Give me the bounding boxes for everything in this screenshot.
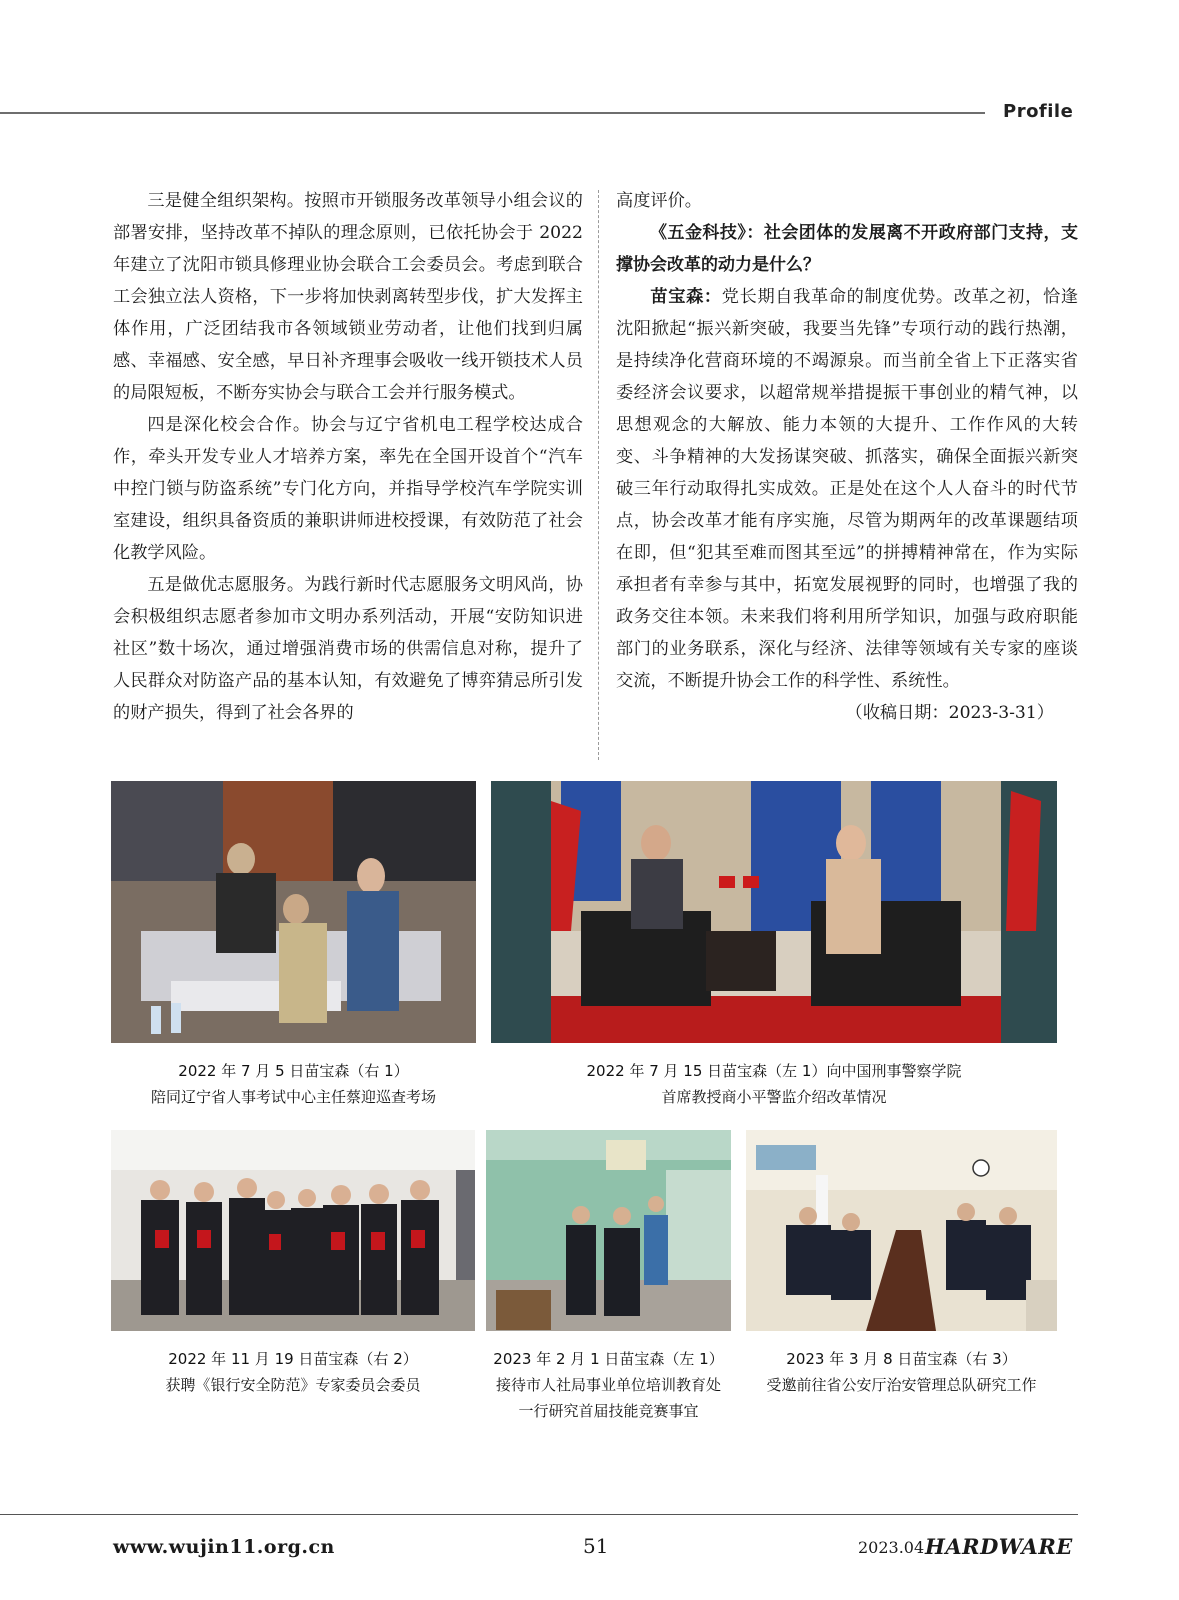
caption-line: 陪同辽宁省人事考试中心主任蔡迎巡查考场 — [150, 1088, 436, 1106]
paragraph: 三是健全组织架构。按照市开锁服务改革领导小组会议的部署安排，坚持改革不掉队的理念原则，已依托协会于 2022 年建立了沈阳市锁具修理业协会联合工会委员会。考虑到联合工会独立法人资格，下一步将加快剥离转型步伐，扩大发挥主体作用，广泛团结我市各领域锁业劳动者，让他们找到归属感、幸福感、安全感，早日补齐理事会吸收一线开锁技术人员的局限短板，不断夯实协会与联合工会并行服务模式。 — [113, 191, 583, 403]
photo-group-appointment — [111, 1130, 475, 1331]
caption-line: 2022 年 7 月 15 日苗宝森（左 1）向中国刑事警察学院 — [586, 1062, 962, 1080]
magazine-name: HARDWARE — [925, 1534, 1073, 1559]
paragraph: 五是做优志愿服务。为践行新时代志愿服务文明风尚，协会积极组织志愿者参加市文明办系列活动，开展“安防知识进社区”数十场次，通过增强消费市场的供需信息对称，提升了人民群众对防盗产品的基本认知，有效避免了博弈猜忌所引发的财产损失，得到了社会各界的 — [113, 575, 583, 723]
caption-line: 2023 年 2 月 1 日苗宝森（左 1） — [493, 1350, 724, 1368]
interview-question: 《五金科技》：社会团体的发展离不开政府部门支持，支撑协会改革的动力是什么？ — [616, 223, 1078, 275]
caption-line: 接待市人社局事业单位培训教育处 — [495, 1376, 721, 1394]
section-label: Profile — [1003, 101, 1074, 122]
caption-line: 2022 年 11 月 19 日苗宝森（右 2） — [168, 1350, 418, 1368]
caption-line: 首席教授商小平警监介绍改革情况 — [661, 1088, 887, 1106]
photo-meeting-professor — [491, 781, 1057, 1043]
caption-line: 一行研究首届技能竞赛事宜 — [518, 1402, 699, 1420]
right-text-column — [616, 185, 1078, 729]
received-date: （收稿日期：2023-3-31） — [845, 703, 1054, 723]
photo-caption — [111, 1346, 475, 1398]
caption-line: 获聘《银行安全防范》专家委员会委员 — [165, 1376, 421, 1394]
left-text-column — [113, 185, 583, 729]
caption-line: 2023 年 3 月 8 日苗宝森（右 3） — [786, 1350, 1017, 1368]
interview-answer — [616, 281, 1078, 697]
issue-number: 2023.04 — [858, 1538, 925, 1557]
speaker-name: 苗宝森： — [650, 287, 722, 307]
page-number: 51 — [583, 1534, 609, 1558]
header-rule — [0, 112, 985, 114]
photo-office-visit — [486, 1130, 731, 1331]
photo-caption — [491, 1058, 1057, 1110]
column-divider — [598, 190, 599, 760]
photo-caption — [736, 1346, 1067, 1398]
caption-line: 2022 年 7 月 5 日苗宝森（右 1） — [178, 1062, 409, 1080]
footer-rule — [0, 1514, 1078, 1515]
paragraph-continuation: 高度评价。 — [616, 191, 702, 211]
caption-line: 受邀前往省公安厅治安管理总队研究工作 — [766, 1376, 1037, 1394]
paragraph: 四是深化校会合作。协会与辽宁省机电工程学校达成合作，牵头开发专业人才培养方案，率先在全国开设首个“汽车中控门锁与防盗系统”专门化方向，并指导学校汽车学院实训室建设，组织具备资质的兼职讲师进校授课，有效防范了社会化教学风险。 — [113, 415, 583, 563]
photo-exam-hall — [111, 781, 476, 1043]
answer-text: 党长期自我革命的制度优势。改革之初，恰逢沈阳掀起“振兴新突破，我要当先锋”专项行动的践行热潮，是持续净化营商环境的不竭源泉。而当前全省上下正落实省委经济会议要求，以超常规举措提振干事创业的精气神，以思想观念的大解放、能力本领的大提升、工作作风的大转变、斗争精神的大发扬谋突破、抓落实，确保全面振兴新突破三年行动取得扎实成效。正是处在这个人人奋斗的时代节点，协会改革才能有序实施，尽管为期两年的改革课题结项在即，但“犯其至难而图其至远”的拼搏精神常在，作为实际承担者有幸参与其中，拓宽发展视野的同时，也增强了我的政务交往本领。未来我们将利用所学知识，加强与政府职能部门的业务联系，深化与经济、法律等领域有关专家的座谈交流，不断提升协会工作的科学性、系统性。 — [616, 287, 1078, 691]
photo-caption — [466, 1346, 751, 1424]
footer-website: www.wujin11.org.cn — [113, 1536, 335, 1558]
photo-conference-room — [746, 1130, 1057, 1331]
photo-caption — [111, 1058, 476, 1110]
